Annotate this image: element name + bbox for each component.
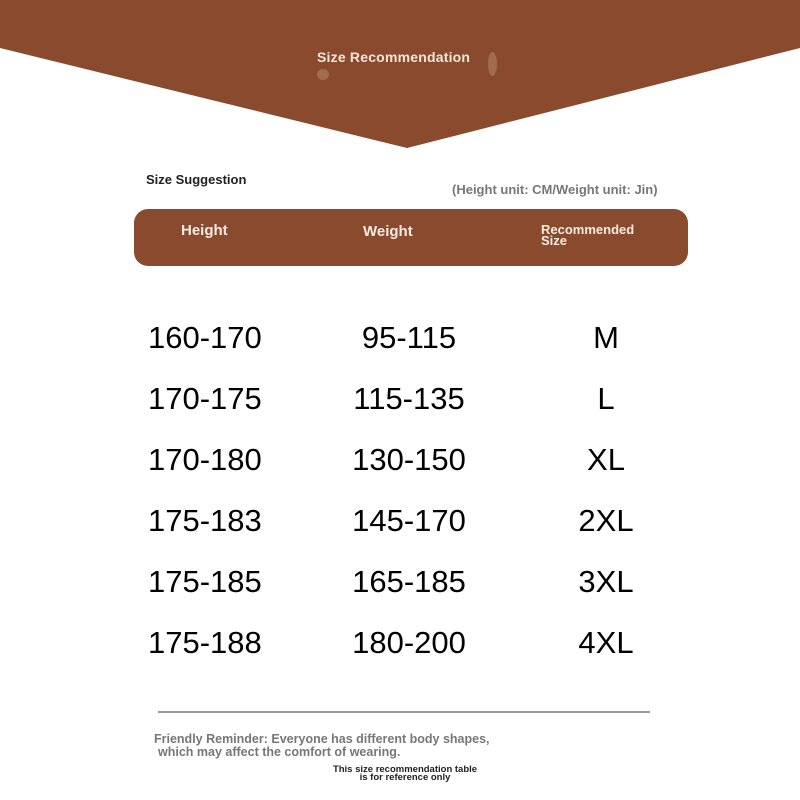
size-cell: 3XL — [578, 564, 634, 599]
column-header-height: Height — [181, 222, 228, 239]
reminder-line: Friendly Reminder: Everyone has different body shapes, — [154, 732, 490, 746]
weight-cell: 180-200 — [352, 625, 466, 660]
table-row — [0, 318, 800, 379]
size-table-body — [0, 318, 800, 684]
divider — [158, 711, 650, 713]
decorative-smudge — [317, 69, 329, 80]
table-row — [0, 562, 800, 623]
column-header-recommended-size: Recommended Size — [541, 222, 635, 248]
banner-chevron-shape — [0, 0, 800, 150]
weight-cell: 115-135 — [353, 381, 465, 416]
weight-cell: 165-185 — [352, 564, 466, 599]
size-cell: XL — [587, 442, 625, 477]
height-cell: 175-188 — [148, 625, 262, 660]
footnote-line: This size recommendation table — [332, 764, 478, 775]
friendly-reminder — [154, 733, 554, 759]
size-cell: M — [593, 320, 619, 355]
table-row — [0, 379, 800, 440]
size-cell: 2XL — [578, 503, 634, 538]
height-cell: 170-175 — [148, 381, 262, 416]
weight-cell: 130-150 — [352, 442, 466, 477]
weight-cell: 95-115 — [361, 320, 457, 355]
units-note: (Height unit: CM/Weight unit: Jin) — [452, 182, 658, 197]
table-header-bar — [134, 209, 688, 266]
footnote-line: is for reference only — [359, 772, 451, 783]
table-row — [0, 501, 800, 562]
table-row — [0, 440, 800, 501]
column-header-weight: Weight — [363, 223, 413, 240]
weight-cell: 145-170 — [352, 503, 466, 538]
reminder-line: which may affect the comfort of wearing. — [158, 745, 401, 759]
section-title: Size Suggestion — [146, 172, 247, 187]
size-cell: 4XL — [578, 625, 634, 660]
header-banner — [0, 0, 800, 150]
table-row — [0, 623, 800, 684]
decorative-smudge — [488, 52, 497, 76]
reference-footnote — [300, 766, 510, 782]
height-cell: 175-183 — [148, 503, 262, 538]
height-cell: 170-180 — [148, 442, 262, 477]
height-cell: 175-185 — [148, 564, 262, 599]
height-cell: 160-170 — [148, 320, 262, 355]
size-cell: L — [597, 381, 615, 416]
banner-title: Size Recommendation — [317, 49, 471, 65]
